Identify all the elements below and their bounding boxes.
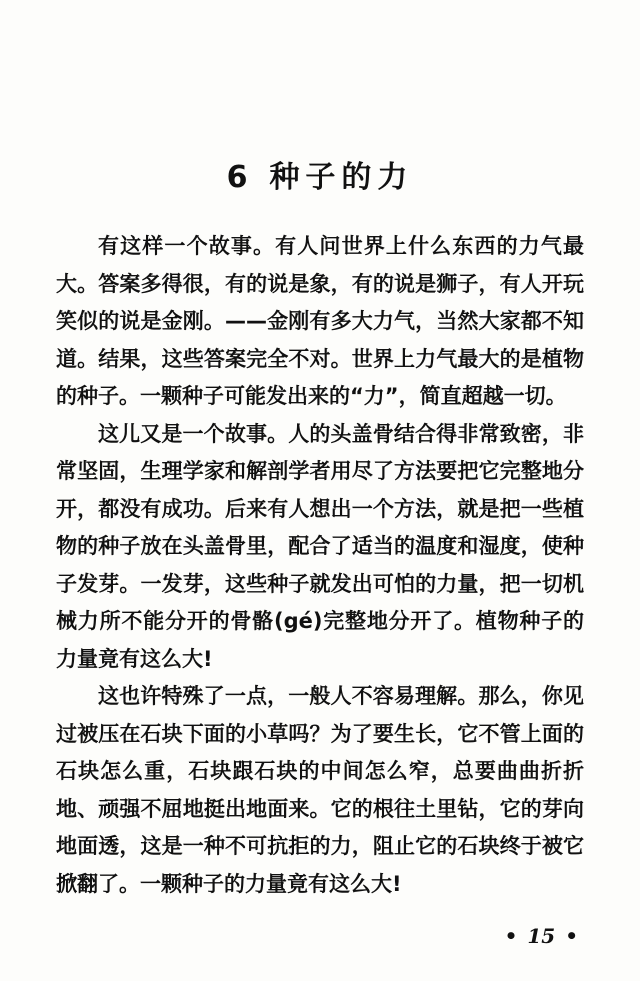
chapter-number: 6 bbox=[226, 160, 254, 195]
body-text bbox=[56, 228, 584, 903]
page-number bbox=[495, 924, 588, 948]
page-number-left-dot: • bbox=[504, 924, 518, 948]
paragraph-3: 这也许特殊了一点，一般人不容易理解。那么，你见过被压在石块下面的小草吗？为了要生长，它不管上面的石块怎么重，石块跟石块的中间怎么窄，总要曲曲折折地、顽强不屈地挺出地面来。它的根往土里钻，它的芽向地面透，这是一种不可抗拒的力，阻止它的石块终于被它掀翻了。一颗种子的力量竟有这么大! bbox=[56, 684, 584, 896]
page-number-value: 15 bbox=[527, 924, 556, 948]
paragraph-2: 这儿又是一个故事。人的头盖骨结合得非常致密，非常坚固，生理学家和解剖学者用尽了方法要把它完整地分开，都没有成功。后来有人想出一个方法，就是把一些植物的种子放在头盖骨里，配合了适当的温度和湿度，使种子发芽。一发芽，这些种子就发出可怕的力量，把一切机械力所不能分开的骨骼(gé)完整地分开了。植物种子的力量竟有这么大! bbox=[56, 421, 584, 671]
chapter-title bbox=[0, 152, 640, 196]
paragraph-1: 有这样一个故事。有人问世界上什么东西的力气最大。答案多得很，有的说是象，有的说是狮子，有人开玩笑似的说是金刚。——金刚有多大力气，当然大家都不知道。结果，这些答案完全不对。世界上力气最大的是植物的种子。一颗种子可能发出来的“力”，简直超越一切。 bbox=[56, 234, 584, 408]
chapter-title-text: 种子的力 bbox=[269, 160, 414, 195]
page-number-right-dot: • bbox=[565, 924, 578, 948]
